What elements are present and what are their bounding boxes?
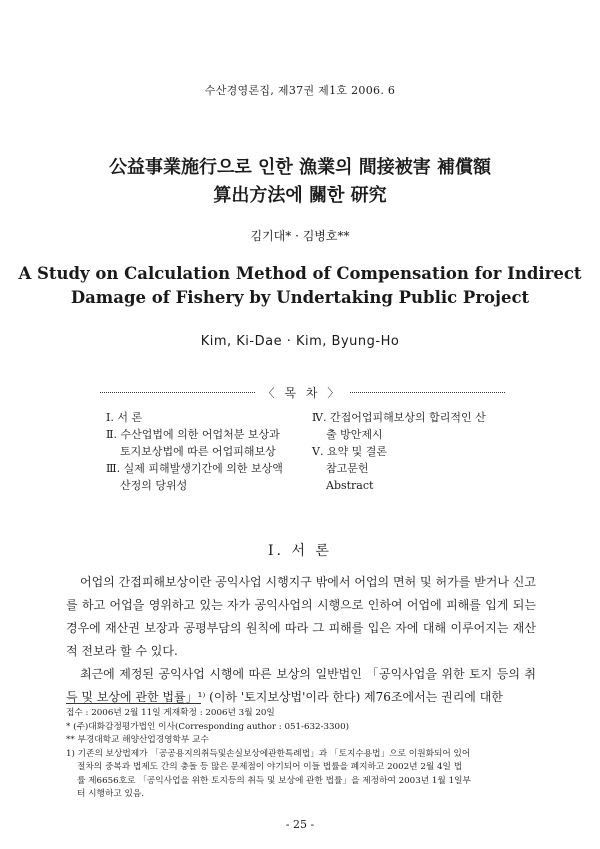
body-paragraph: 최근에 제정된 공익사업 시행에 따른 보상의 일반법인 「공익사업을 위한 토지 등의 취득 및 보상에 관한 법률」¹⁾ (이하 '토지보상법'이라 한다) 제76조에서는 권리에 대한	[66, 667, 536, 704]
received-dates: 접수 : 2006년 2월 11일 게재확정 : 2006년 3월 20일	[66, 708, 275, 718]
korean-title-line1: 公益事業施行으로 인한 漁業의 間接被害 補償額	[108, 157, 491, 178]
footnote-author2: ** 부경대학교 해양산업경영학부 교수	[66, 735, 209, 745]
toc-divider-right	[350, 392, 505, 393]
footnote-author1: * (주)대화감정평가법인 이사(Corresponding author : 051-632-3300)	[66, 721, 350, 732]
toc-item: Ⅳ. 간접어업피해보상의 합리적인 산	[312, 411, 486, 424]
footnote-1-line: 절차의 중복과 법제도 간의 충돌 등 많은 문제점이 야기되어 이들 법률을 폐지하고 2002년 2월 4일 법	[77, 762, 463, 772]
toc-right-column	[312, 409, 486, 494]
toc-left-column	[106, 409, 283, 494]
footnote-1-line: 1) 기존의 보상법제가 「공공용지의취득및손실보상에관한특례법」과 「토지수용법」으로 이원화되어 있어	[66, 748, 471, 759]
toc-divider-left	[100, 392, 255, 393]
footnotes	[66, 707, 541, 802]
page-number: - 25 -	[285, 818, 315, 831]
toc-item: Ⅲ. 실제 피해발생기간에 의한 보상액	[106, 462, 283, 475]
toc-item: 참고문헌	[326, 462, 369, 475]
journal-header: 수산경영론집, 제37권 제1호 2006. 6	[204, 84, 396, 97]
body-text	[66, 571, 536, 709]
section-heading: Ⅰ. 서 론	[268, 543, 332, 559]
korean-authors: 김기대* · 김병호**	[250, 229, 350, 243]
toc-item: Abstract	[326, 479, 374, 492]
korean-title-line2: 算出方法에 關한 研究	[213, 185, 387, 206]
english-title-line1: A Study on Calculation Method of Compensation for Indirect	[18, 264, 582, 283]
footnote-1-line: 률 제6656호로 「공익사업을 위한 토지등의 취득 및 보상에 관한 법률」을 제정하여 2003년 1월 1일부	[77, 775, 471, 786]
toc-item: Ⅴ. 요약 및 결론	[312, 445, 388, 458]
footnote-1-line: 터 시행하고 있음.	[77, 789, 145, 799]
toc-item: 산정의 당위성	[120, 479, 188, 492]
toc-item: Ⅱ. 수산업법에 의한 어업처분 보상과	[106, 428, 280, 441]
english-authors: Kim, Ki-Dae · Kim, Byung-Ho	[200, 334, 400, 349]
english-title-line2: Damage of Fishery by Undertaking Public Project	[70, 288, 530, 307]
body-paragraph: 어업의 간접피해보상이란 공익사업 시행지구 밖에서 어업의 면허 및 허가를 받거나 신고를 하고 어업을 영위하고 있는 자가 공익사업의 시행으로 인하여 어업에 피해를 입게 되는 경우에 재산권 보장과 공평부담의 원칙에 따라 그 피해를 입은 자에 대해 이루어지는 재산적 전보라 할 수 있다.	[66, 575, 536, 658]
footnote-rule	[66, 703, 201, 704]
toc-item: 토지보상법에 따른 어업피해보상	[120, 445, 276, 458]
toc-item: 출 방안제시	[326, 428, 383, 441]
toc-heading: 〈 목 차 〉	[262, 386, 343, 400]
toc-item: Ⅰ. 서 론	[106, 411, 143, 424]
